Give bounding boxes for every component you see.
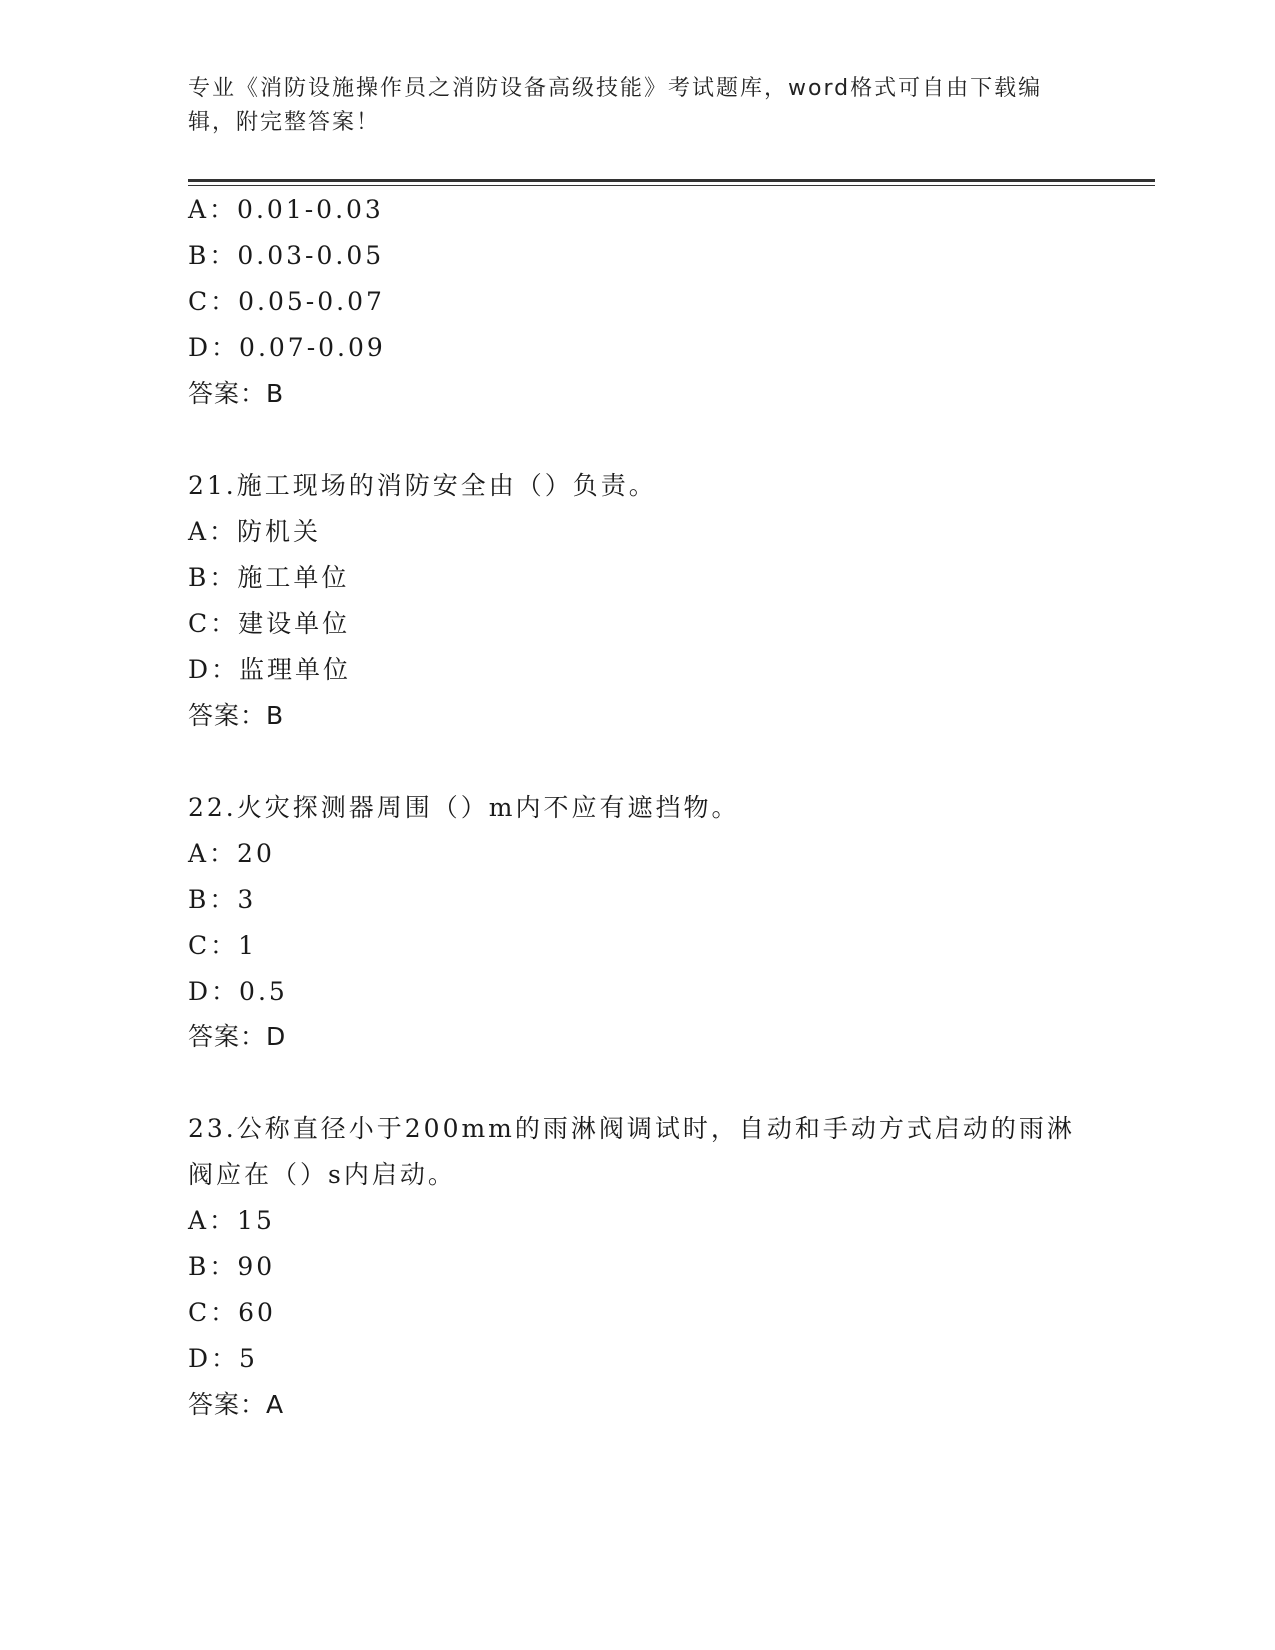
q21-option-b: B：施工单位 (188, 563, 350, 592)
q20-option-c: C：0.05-0.07 (188, 287, 385, 316)
q23-answer: 答案：A (188, 1390, 285, 1419)
q23-question-line2: 阀应在（）s内启动。 (188, 1160, 456, 1189)
q22-answer: 答案：D (188, 1022, 287, 1051)
q20-answer: 答案：B (188, 379, 285, 408)
q23-option-a: A：15 (188, 1206, 275, 1235)
q23-option-c: C：60 (188, 1298, 276, 1327)
q20-option-d: D：0.07-0.09 (188, 333, 386, 362)
q21-answer: 答案：B (188, 701, 285, 730)
q23-option-b: B：90 (188, 1252, 276, 1281)
q20-option-a: A：0.01-0.03 (188, 195, 384, 224)
q23-question-line1: 23.公称直径小于200mm的雨淋阀调试时，自动和手动方式启动的雨淋 (188, 1114, 1075, 1143)
q22-option-a: A：20 (188, 839, 275, 868)
q21-question: 21.施工现场的消防安全由（）负责。 (188, 471, 657, 500)
header-divider-thick (188, 179, 1155, 182)
q22-option-c: C：1 (188, 931, 258, 960)
header-divider-thin (188, 185, 1155, 186)
q21-option-a: A：防机关 (188, 517, 322, 546)
q22-option-b: B：3 (188, 885, 257, 914)
q22-option-d: D：0.5 (188, 977, 288, 1006)
q20-option-b: B：0.03-0.05 (188, 241, 385, 270)
q23-option-d: D：5 (188, 1344, 258, 1373)
q21-option-c: C：建设单位 (188, 609, 351, 638)
q21-option-d: D：监理单位 (188, 655, 352, 684)
document-header: 专业《消防设施操作员之消防设备高级技能》考试题库，word格式可自由下载编辑，附完整答案！ (188, 76, 1043, 135)
q22-question: 22.火灾探测器周围（）m内不应有遮挡物。 (188, 793, 740, 822)
